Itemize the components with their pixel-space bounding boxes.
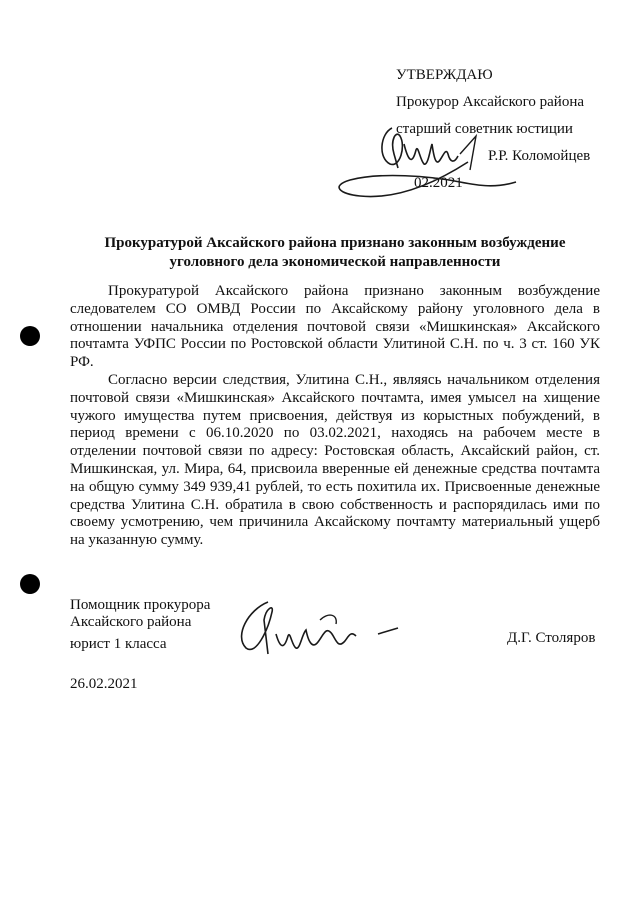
approval-position: Прокурор Аксайского района xyxy=(396,94,585,110)
signer-position xyxy=(70,597,210,631)
approval-date: 02.2021 xyxy=(414,175,463,191)
punch-hole xyxy=(20,574,40,594)
punch-hole xyxy=(20,326,40,346)
document-body xyxy=(70,283,600,550)
signer-name: Д.Г. Столяров xyxy=(507,630,596,646)
signer-grade: юрист 1 класса xyxy=(70,636,167,652)
approval-rank: старший советник юстиции xyxy=(396,121,573,137)
approval-signature xyxy=(320,110,530,210)
signer-position-line-1: Помощник прокурора xyxy=(70,597,211,613)
document-date: 26.02.2021 xyxy=(70,676,138,692)
title-line-1: Прокуратурой Аксайского района признано законным возбуждение xyxy=(104,235,566,251)
body-paragraph-1: Прокуратурой Аксайского района признано законным возбуждение следователем СО ОМВД России по Аксайскому району уголовного дела в отношении начальника отделения почтовой связи «Мишкинская» Аксайского почтамта УФПС России по Ростовской области Улитиной С.Н. по ч. 3 ст. 160 УК РФ. xyxy=(70,283,600,371)
document-title xyxy=(70,234,600,272)
approval-name: Р.Р. Коломойцев xyxy=(488,148,591,164)
signer-signature xyxy=(228,590,408,670)
approval-heading: УТВЕРЖДАЮ xyxy=(396,67,493,83)
title-line-2: уголовного дела экономической направленности xyxy=(169,254,501,270)
signer-position-line-2: Аксайского района xyxy=(70,614,192,630)
body-paragraph-2: Согласно версии следствия, Улитина С.Н., являясь начальником отделения почтовой связи «Мишкинская» Аксайского почтамта, имея умысел на хищение чужого имущества путем присвоения, действуя из корыстных побуждений, в период времени с 06.10.2020 по 03.02.2021, находясь на рабочем месте в отделении почтовой связи по адресу: Ростовская область, Аксайский район, ст. Мишкинская, ул. Мира, 64, присвоила вверенные ей денежные средства почтамта на общую сумму 349 939,41 рублей, то есть похитила их. Присвоенные денежные средства Улитина С.Н. обратила в свою собственность и распорядилась ими по своему усмотрению, чем причинила Аксайскому почтамту материальный ущерб на указанную сумму. xyxy=(70,371,600,549)
